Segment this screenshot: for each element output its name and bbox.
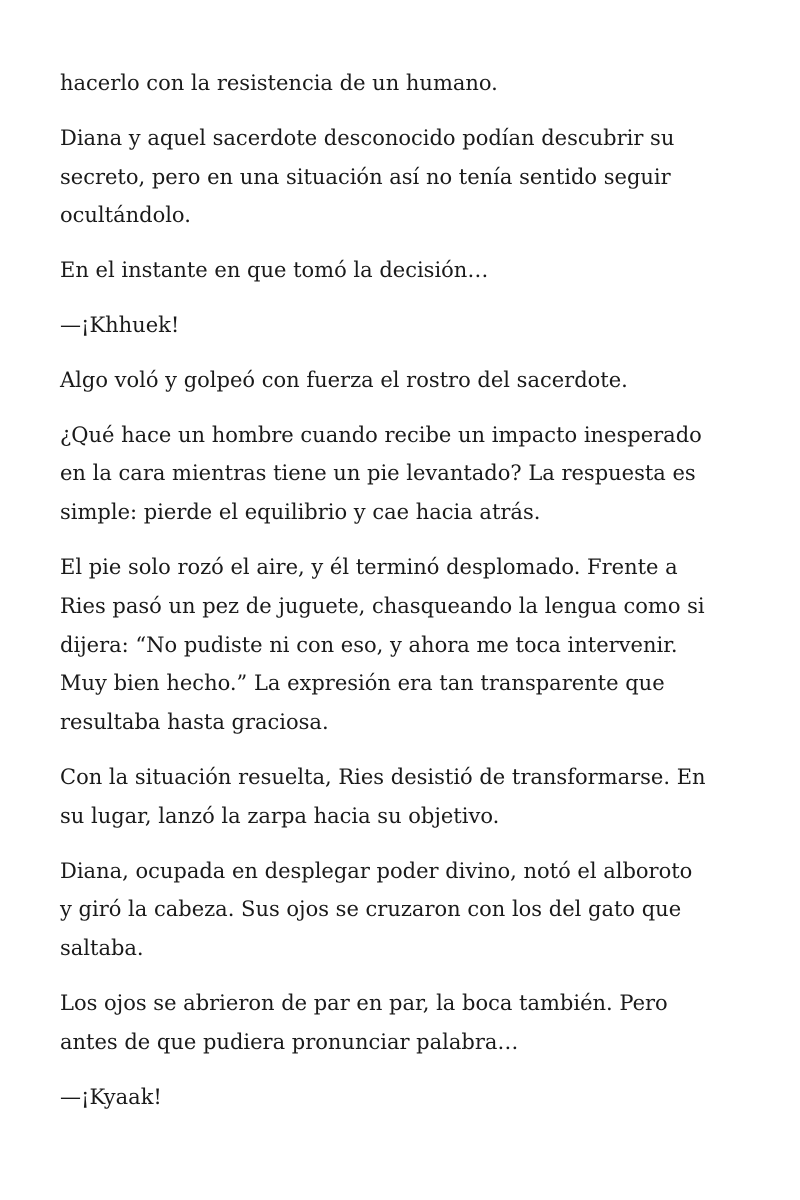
paragraph: [60, 251, 750, 290]
text-line: Ries pasó un pez de juguete, chasqueando la lengua como si: [60, 593, 705, 618]
text-line: su lugar, lanzó la zarpa hacia su objetivo.: [60, 803, 500, 828]
paragraph: [60, 758, 750, 836]
text-line: En el instante en que tomó la decisión…: [60, 258, 489, 283]
dialogue-paragraph: [60, 1078, 750, 1117]
text-line: —¡Kyaak!: [60, 1084, 162, 1109]
paragraph: [60, 852, 750, 968]
text-line: simple: pierde el equilibrio y cae hacia atrás.: [60, 500, 541, 525]
text-line: Diana, ocupada en desplegar poder divino, notó el alboroto: [60, 858, 693, 883]
text-line: secreto, pero en una situación así no tenía sentido seguir: [60, 164, 671, 189]
text-line: dijera: “No pudiste ni con eso, y ahora me toca intervenir.: [60, 632, 678, 657]
text-line: en la cara mientras tiene un pie levantado? La respuesta es: [60, 461, 696, 486]
text-line: ¿Qué hace un hombre cuando recibe un impacto inesperado: [60, 422, 702, 447]
text-line: Con la situación resuelta, Ries desistió de transformarse. En: [60, 764, 706, 789]
paragraph: [60, 119, 750, 235]
text-line: Muy bien hecho.” La expresión era tan transparente que: [60, 671, 665, 696]
text-line: hacerlo con la resistencia de un humano.: [60, 71, 498, 95]
text-line: El pie solo rozó el aire, y él terminó desplomado. Frente a: [60, 554, 678, 579]
text-line: saltaba.: [60, 936, 144, 961]
text-line: ocultándolo.: [60, 203, 191, 228]
reader-page: [60, 64, 750, 1132]
text-line: Los ojos se abrieron de par en par, la boca también. Pero: [60, 990, 668, 1015]
dialogue-paragraph: [60, 306, 750, 345]
paragraph: [60, 548, 750, 742]
paragraph: [60, 984, 750, 1062]
paragraph: [60, 64, 750, 103]
text-line: Algo voló y golpeó con fuerza el rostro del sacerdote.: [60, 367, 628, 392]
text-line: y giró la cabeza. Sus ojos se cruzaron con los del gato que: [60, 897, 682, 922]
text-line: —¡Khhuek!: [60, 312, 180, 337]
paragraph: [60, 416, 750, 532]
text-line: Diana y aquel sacerdote desconocido podían descubrir su: [60, 125, 675, 150]
paragraph: [60, 361, 750, 400]
text-line: antes de que pudiera pronunciar palabra…: [60, 1029, 519, 1054]
text-line: resultaba hasta graciosa.: [60, 710, 329, 735]
